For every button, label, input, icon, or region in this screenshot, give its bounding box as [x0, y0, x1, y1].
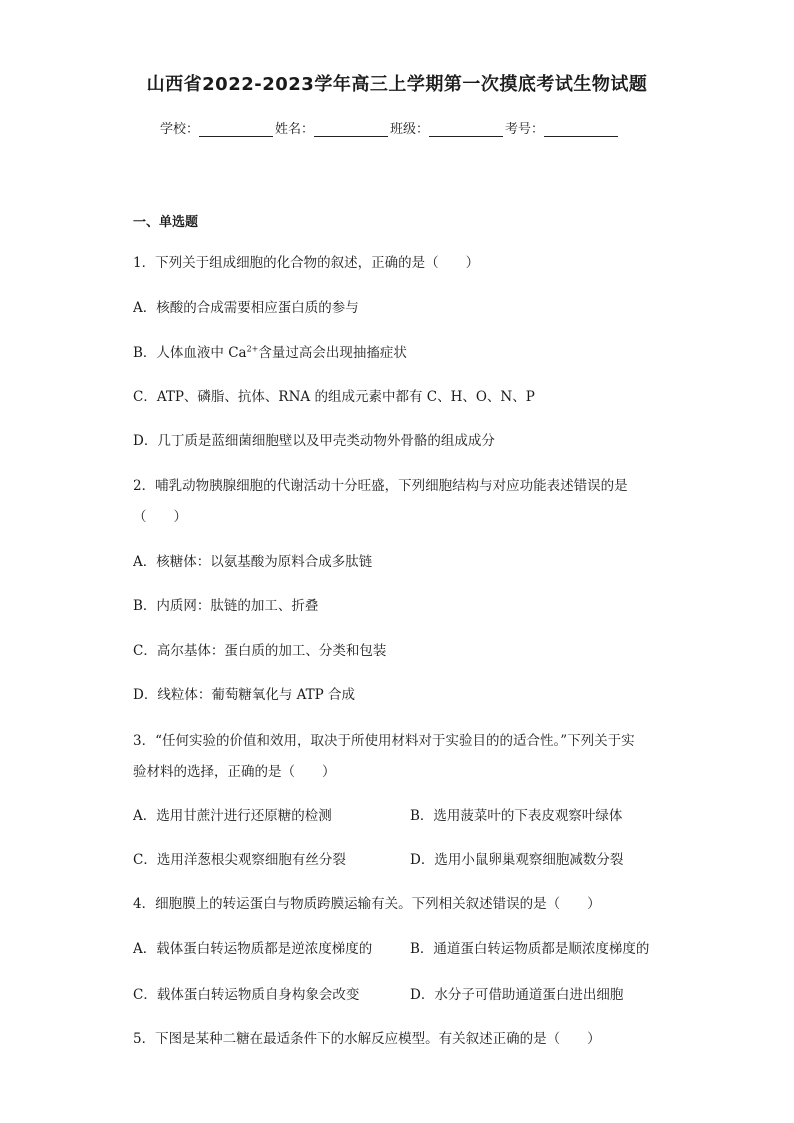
school-blank[interactable] [199, 122, 273, 137]
q4-option-a: A．载体蛋白转运物质都是逆浓度梯度的 [133, 941, 373, 957]
q2-option-c: C．高尔基体：蛋白质的加工、分类和包装 [133, 643, 387, 659]
q1-option-b-sup: 2+ [246, 344, 259, 354]
q2-stem-line1: 2．哺乳动物胰腺细胞的代谢活动十分旺盛，下列细胞结构与对应功能表述错误的是 [133, 478, 628, 494]
q2-option-d: D．线粒体：葡萄糖氧化与 ATP 合成 [133, 687, 356, 703]
q4-stem: 4．细胞膜上的转运蛋白与物质跨膜运输有关。下列相关叙述错误的是（ ） [133, 896, 601, 912]
name-blank[interactable] [314, 122, 388, 137]
q4-option-d: D．水分子可借助通道蛋白进出细胞 [410, 987, 624, 1003]
q2-option-a: A．核糖体：以氨基酸为原料合成多肽链 [133, 554, 373, 570]
q4-option-b: B．通道蛋白转运物质都是顺浓度梯度的 [410, 941, 650, 957]
q2-option-b: B．内质网：肽链的加工、折叠 [133, 598, 319, 614]
student-info-row [160, 118, 620, 137]
section-title: 一、单选题 [133, 215, 199, 230]
q1-option-c: C．ATP、磷脂、抗体、RNA 的组成元素中都有 C、H、O、N、P [133, 389, 535, 405]
q3-option-a: A．选用甘蔗汁进行还原糖的检测 [133, 808, 332, 824]
q1-option-b-post: 含量过高会出现抽搐症状 [258, 345, 407, 361]
q1-option-d: D．几丁质是蓝细菌细胞壁以及甲壳类动物外骨骼的组成成分 [133, 433, 495, 449]
school-label: 学校： [160, 122, 200, 137]
q1-stem: 1．下列关于组成细胞的化合物的叙述，正确的是（ ） [133, 255, 480, 271]
exam-number-label: 考号： [505, 122, 545, 137]
q4-option-c: C．载体蛋白转运物质自身构象会改变 [133, 987, 360, 1003]
q3-option-b: B．选用菠菜叶的下表皮观察叶绿体 [410, 808, 623, 824]
q3-stem-line2: 验材料的选择，正确的是（ ） [133, 764, 336, 780]
q1-option-b-pre: B．人体血液中 Ca [133, 345, 247, 361]
q3-option-c: C．选用洋葱根尖观察细胞有丝分裂 [133, 852, 346, 868]
class-blank[interactable] [429, 122, 503, 137]
q1-option-b [133, 341, 407, 361]
q1-option-a: A．核酸的合成需要相应蛋白质的参与 [133, 300, 359, 316]
q3-stem-line1: 3．“任何实验的价值和效用，取决于所使用材料对于实验目的的适合性。”下列关于实 [133, 733, 635, 749]
page-title: 山西省2022-2023学年高三上学期第一次摸底考试生物试题 [146, 74, 648, 95]
class-label: 班级： [390, 122, 430, 137]
q2-stem-line2: （ ） [133, 509, 187, 525]
q5-stem: 5．下图是某种二糖在最适条件下的水解反应模型。有关叙述正确的是（ ） [133, 1031, 601, 1047]
exam-number-blank[interactable] [544, 122, 618, 137]
name-label: 姓名： [275, 122, 315, 137]
q3-option-d: D．选用小鼠卵巢观察细胞减数分裂 [410, 852, 624, 868]
